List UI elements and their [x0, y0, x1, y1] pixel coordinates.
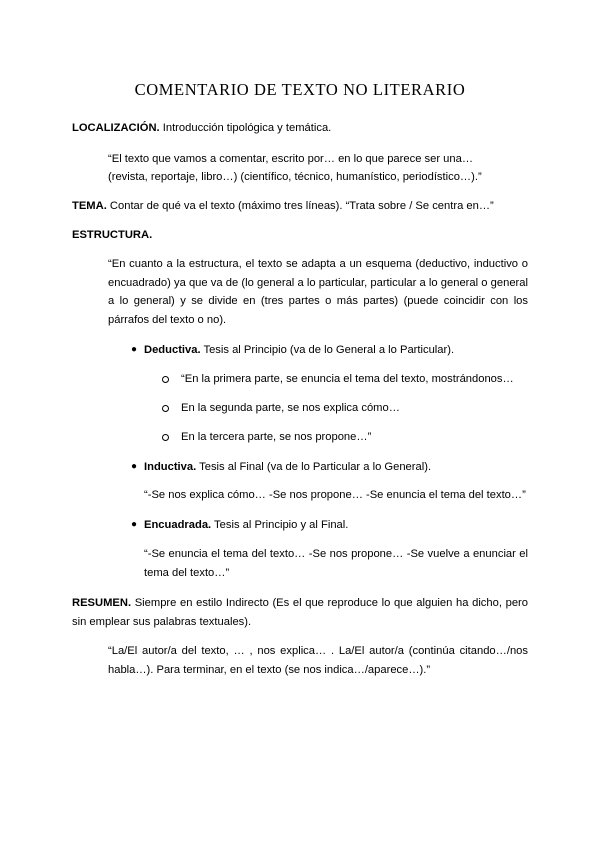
estructura-paragraph: “En cuanto a la estructura, el texto se adapta a un esquema (deductivo, inductivo o encuadrado) ya que va de (lo general a lo particular, particular a lo general o general a lo general) y se divide en (tres partes o más partes) (puede coincidir con los párrafos del texto o no). — [108, 258, 528, 326]
resumen-paragraph — [72, 594, 528, 631]
tema-text: Contar de qué va el texto (máximo tres líneas). “Trata sobre / Se centra en…” — [106, 200, 494, 212]
inductiva-item — [144, 458, 431, 477]
tema-label: TEMA. — [72, 200, 107, 212]
deductiva-subitem-3: En la tercera parte, se nos propone…” — [181, 431, 372, 443]
localizacion-text: Introducción tipológica y temática. — [159, 122, 332, 134]
inductiva-quote: “-Se nos explica cómo… -Se nos propone… -Se enuncia el tema del texto…” — [144, 489, 526, 501]
page-title: COMENTARIO DE TEXTO NO LITERARIO — [134, 80, 466, 99]
localizacion-quote-line2: (revista, reportaje, libro…) (científico, técnico, humanístico, periodístico…).” — [108, 171, 482, 183]
bullet-dot: ● — [131, 519, 138, 530]
deductiva-item — [144, 341, 454, 360]
circle-bullet — [162, 434, 169, 441]
localizacion-label: LOCALIZACIÓN. — [72, 122, 160, 134]
tema-paragraph — [72, 197, 528, 216]
estructura-heading — [72, 226, 528, 245]
deductiva-text: Tesis al Principio (va de lo General a lo Particular). — [200, 344, 455, 356]
inductiva-label: Inductiva. — [144, 461, 197, 473]
resumen-quote: “La/El autor/a del texto, … , nos explica… . La/El autor/a (continúa citando…/nos habla…). Para terminar, en el texto (se nos indica…/aparece…).” — [108, 645, 528, 676]
deductiva-subitem-1: “En la primera parte, se enuncia el tema del texto, mostrándonos… — [181, 373, 514, 385]
bullet-dot: ● — [131, 461, 138, 472]
circle-bullet — [162, 376, 169, 383]
deductiva-label: Deductiva. — [144, 344, 201, 356]
resumen-label: RESUMEN. — [72, 597, 132, 609]
encuadrada-label: Encuadrada. — [144, 519, 212, 531]
localizacion-quote-line1: “El texto que vamos a comentar, escrito por… en lo que parece ser una… — [108, 153, 474, 165]
inductiva-text: Tesis al Final (va de lo Particular a lo General). — [196, 461, 432, 473]
localizacion-paragraph — [72, 119, 528, 138]
deductiva-subitem-2: En la segunda parte, se nos explica cómo… — [181, 402, 400, 414]
circle-bullet — [162, 405, 169, 412]
encuadrada-text: Tesis al Principio y al Final. — [211, 519, 349, 531]
encuadrada-item — [144, 516, 348, 535]
estructura-label: ESTRUCTURA. — [72, 229, 153, 241]
encuadrada-quote: “-Se enuncia el tema del texto… -Se nos propone… -Se vuelve a enunciar el tema del texto…” — [144, 548, 528, 579]
bullet-dot: ● — [131, 344, 138, 355]
resumen-text: Siempre en estilo Indirecto (Es el que reproduce lo que alguien ha dicho, pero sin emplear sus palabras textuales). — [72, 597, 528, 628]
